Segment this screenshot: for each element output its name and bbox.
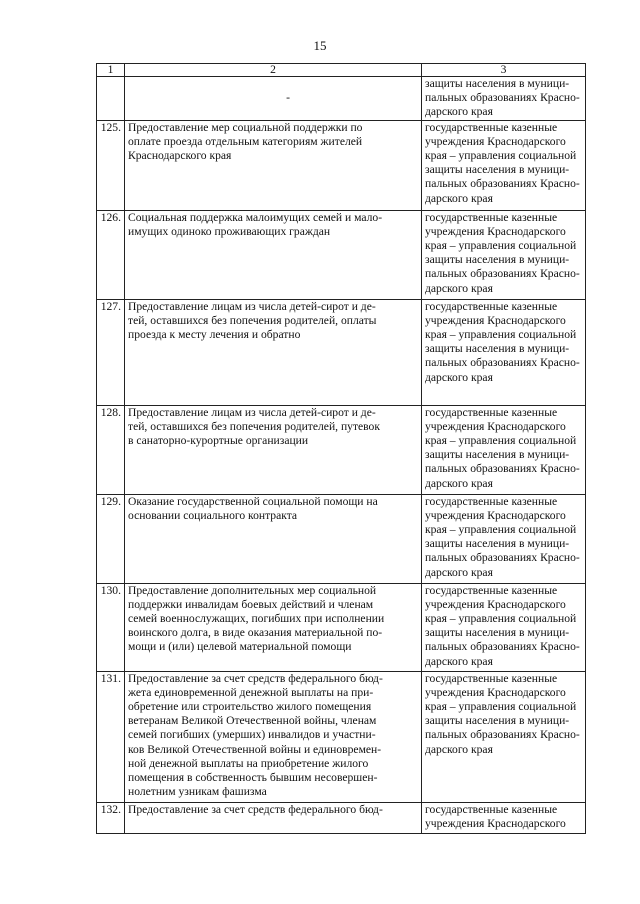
row-number: 132. bbox=[97, 802, 125, 833]
row-service: Предоставление мер социальной поддержки по оплате проезда отдельным категориям жителей Краснодарского края bbox=[125, 120, 422, 210]
row-number bbox=[97, 77, 125, 121]
row-organization: государственные казенные учреждения Краснодарского края – управления социальной защиты населения в муници- пальных образованиях Красно- дарского края bbox=[422, 405, 586, 494]
row-organization: государственные казенные учреждения Краснодарского края – управления социальной защиты населения в муници- пальных образованиях Красно- дарского края bbox=[422, 583, 586, 671]
table-row bbox=[97, 671, 586, 802]
row-service: Предоставление лицам из числа детей-сирот и де- тей, оставшихся без попечения родителей, оплаты проезда к месту лечения и обратно bbox=[125, 299, 422, 405]
row-service: Социальная поддержка малоимущих семей и мало- имущих одиноко проживающих граждан bbox=[125, 210, 422, 299]
table-row bbox=[97, 405, 586, 494]
row-service: Предоставление лицам из числа детей-сирот и де- тей, оставшихся без попечения родителей, путевок в санаторно-курортные организации bbox=[125, 405, 422, 494]
row-organization: государственные казенные учреждения Краснодарского края – управления социальной защиты населения в муници- пальных образованиях Красно- дарского края bbox=[422, 299, 586, 405]
table-row bbox=[97, 583, 586, 671]
row-organization: государственные казенные учреждения Краснодарского края – управления социальной защиты населения в муници- пальных образованиях Красно- дарского края bbox=[422, 120, 586, 210]
row-service bbox=[125, 77, 422, 121]
row-service: Предоставление дополнительных мер социальной поддержки инвалидам боевых действий и членам семей военнослужащих, погибших при исполнении воинского долга, в виде оказания материальной по- мощи и (или) целевой материальной помощи bbox=[125, 583, 422, 671]
page-number: 15 bbox=[313, 38, 327, 53]
continuation-dash: - bbox=[286, 91, 290, 104]
row-organization: государственные казенные учреждения Краснодарского bbox=[422, 802, 586, 833]
row-service: Оказание государственной социальной помощи на основании социального контракта bbox=[125, 494, 422, 583]
table-row bbox=[97, 299, 586, 405]
row-organization: защиты населения в муници- пальных образованиях Красно- дарского края bbox=[422, 77, 586, 121]
row-number: 127. bbox=[97, 299, 125, 405]
row-number: 130. bbox=[97, 583, 125, 671]
table-row bbox=[97, 802, 586, 833]
row-organization: государственные казенные учреждения Краснодарского края – управления социальной защиты населения в муници- пальных образованиях Красно- дарского края bbox=[422, 671, 586, 802]
table-header-row bbox=[97, 64, 586, 77]
table-row bbox=[97, 120, 586, 210]
services-table bbox=[96, 63, 586, 834]
column-header-number: 1 bbox=[97, 64, 125, 77]
column-header-organization: 3 bbox=[422, 64, 586, 77]
row-number: 128. bbox=[97, 405, 125, 494]
table-row-continuation bbox=[97, 77, 586, 121]
row-number: 125. bbox=[97, 120, 125, 210]
row-number: 131. bbox=[97, 671, 125, 802]
table-row bbox=[97, 494, 586, 583]
row-service: Предоставление за счет средств федерального бюд- жета единовременной денежной выплаты на при- обретение или строительство жилого помещения ветеранам Великой Отечественной войны, членам семей погибших (умерших) инвалидов и участни- ков Великой Отечественной войны и единовремен- ной денежной выплаты на приобретение жилого помещения в собственность бывшим несовершен- нолетним узникам фашизма bbox=[125, 671, 422, 802]
column-header-service: 2 bbox=[125, 64, 422, 77]
table-row bbox=[97, 210, 586, 299]
row-organization: государственные казенные учреждения Краснодарского края – управления социальной защиты населения в муници- пальных образованиях Красно- дарского края bbox=[422, 494, 586, 583]
row-number: 126. bbox=[97, 210, 125, 299]
row-service: Предоставление за счет средств федерального бюд- bbox=[125, 802, 422, 833]
row-number: 129. bbox=[97, 494, 125, 583]
row-organization: государственные казенные учреждения Краснодарского края – управления социальной защиты населения в муници- пальных образованиях Красно- дарского края bbox=[422, 210, 586, 299]
